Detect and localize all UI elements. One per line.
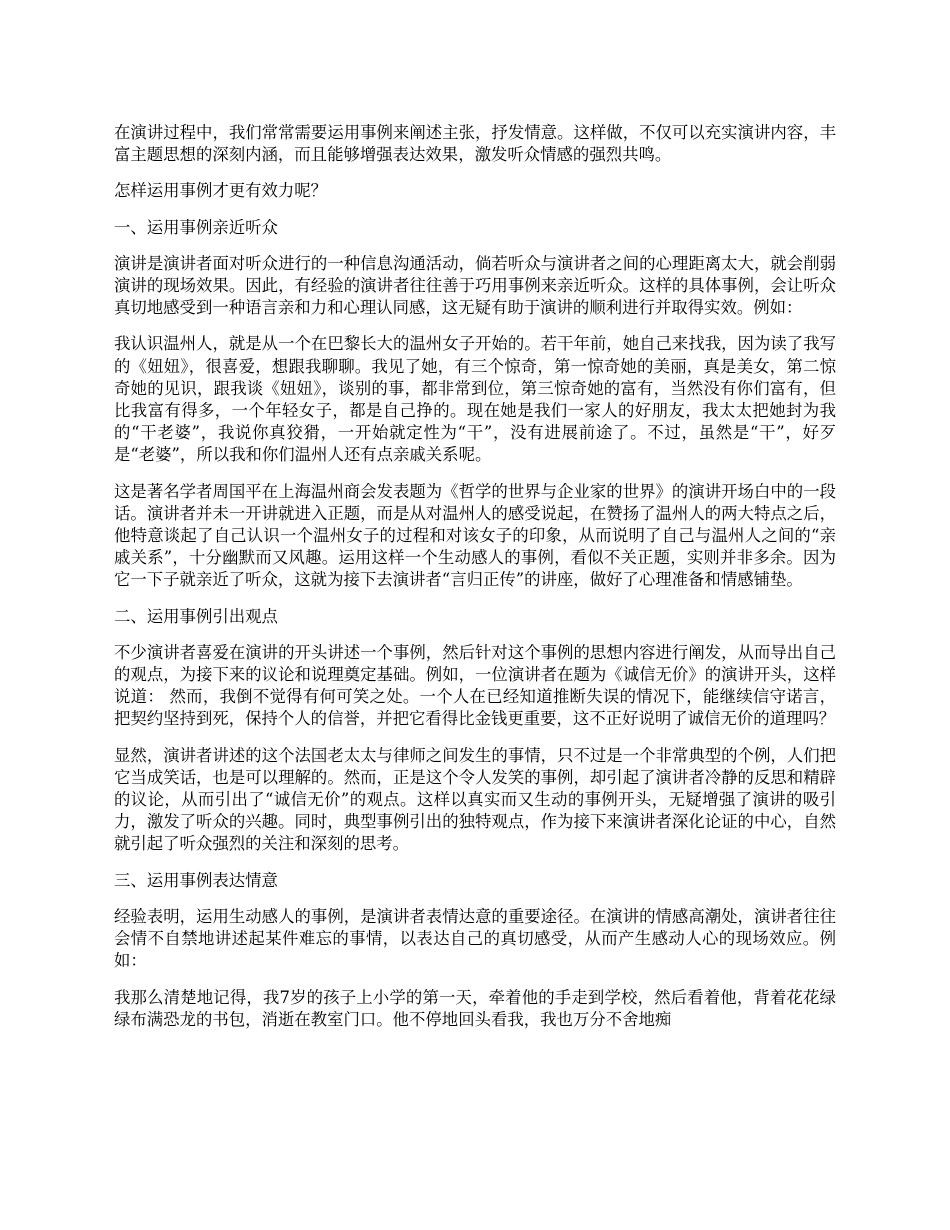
section-2-paragraph: 不少演讲者喜爱在演讲的开头讲述一个事例，然后针对这个事例的思想内容进行阐发，从而导出自己的观点，为接下来的议论和说理奠定基础。例如，一位演讲者在题为《诚信无价》的演讲开头，这样说道： 然而，我倒不觉得有何可笑之处。一个人在已经知道推断失误的情况下，能继续信守诺言，把契约坚持到死，保持个人的信誉，并把它看得比金钱更重要，这不正好说明了诚信无价的道理吗？ [114,642,836,729]
question-line: 怎样运用事例才更有效力呢？ [114,181,328,201]
example-analysis-2: 显然，演讲者讲述的这个法国老太太与律师之间发生的事情，只不过是一个非常典型的个例，人们把它当成笑话，也是可以理解的。然而，正是这个令人发笑的事例，却引起了演讲者冷静的反思和精辟的议论，从而引出了“诚信无价”的观点。这样以真实而又生动的事例开头，无疑增强了演讲的吸引力，激发了听众的兴趣。同时，典型事例引出的独特观点，作为接下来演讲者深化论证的中心，自然就引起了听众强烈的关注和深刻的思考。 [114,745,836,854]
example-quote-3: 我那么清楚地记得，我7岁的孩子上小学的第一天，牵着他的手走到学校，然后看着他，背着花花绿绿布满恐龙的书包，消逝在教室门口。他不停地回头看我，我也万分不舍地痴 [114,987,836,1029]
example-analysis-1: 这是著名学者周国平在上海温州商会发表题为《哲学的世界与企业家的世界》的演讲开场白中的一段话。演讲者并未一开讲就进入正题，而是从对温州人的感受说起，在赞扬了温州人的两大特点之后，他特意谈起了自己认识一个温州女子的过程和对该女子的印象，从而说明了自己与温州人之间的“亲戚关系”，十分幽默而又风趣。运用这样一个生动感人的事例，看似不关正题，实则并非多余。因为它一下子就亲近了听众，这就为接下去演讲者“言归正传”的讲座，做好了心理准备和情感铺垫。 [114,481,836,590]
section-heading-2: 二、运用事例引出观点 [114,606,278,626]
intro-paragraph: 在演讲过程中，我们常常需要运用事例来阐述主张，抒发情意。这样做，不仅可以充实演讲内容，丰富主题思想的深刻内涵，而且能够增强表达效果，激发听众情感的强烈共鸣。 [114,123,836,165]
section-heading-3: 三、运用事例表达情意 [114,870,278,890]
example-quote-1: 我认识温州人，就是从一个在巴黎长大的温州女子开始的。若干年前，她自己来找我，因为读了我写的《妞妞》，很喜爱，想跟我聊聊。我见了她，有三个惊奇，第一惊奇她的美丽，真是美女，第二惊奇她的见识，跟我谈《妞妞》，谈别的事，都非常到位，第三惊奇她的富有，当然没有你们富有，但比我富有得多，一个年轻女子，都是自己挣的。现在她是我们一家人的好朋友，我太太把她封为我的“干老婆”，我说你真狡猾，一开始就定性为“干”，没有进展前途了。不过，虽然是“干”，好歹是“老婆”，所以我和你们温州人还有点亲戚关系呢。 [114,334,836,465]
section-1-paragraph: 演讲是演讲者面对听众进行的一种信息沟通活动，倘若听众与演讲者之间的心理距离太大，就会削弱演讲的现场效果。因此，有经验的演讲者往往善于巧用事例来亲近听众。这样的具体事例，会让听众真切地感受到一种语言亲和力和心理认同感，这无疑有助于演讲的顺利进行并取得实效。例如： [114,253,836,318]
section-heading-1: 一、运用事例亲近听众 [114,217,278,237]
section-3-paragraph: 经验表明，运用生动感人的事例，是演讲者表情达意的重要途径。在演讲的情感高潮处，演讲者往往会情不自禁地讲述起某件难忘的事情，以表达自己的真切感受，从而产生感动人心的现场效应。例如： [114,906,836,971]
